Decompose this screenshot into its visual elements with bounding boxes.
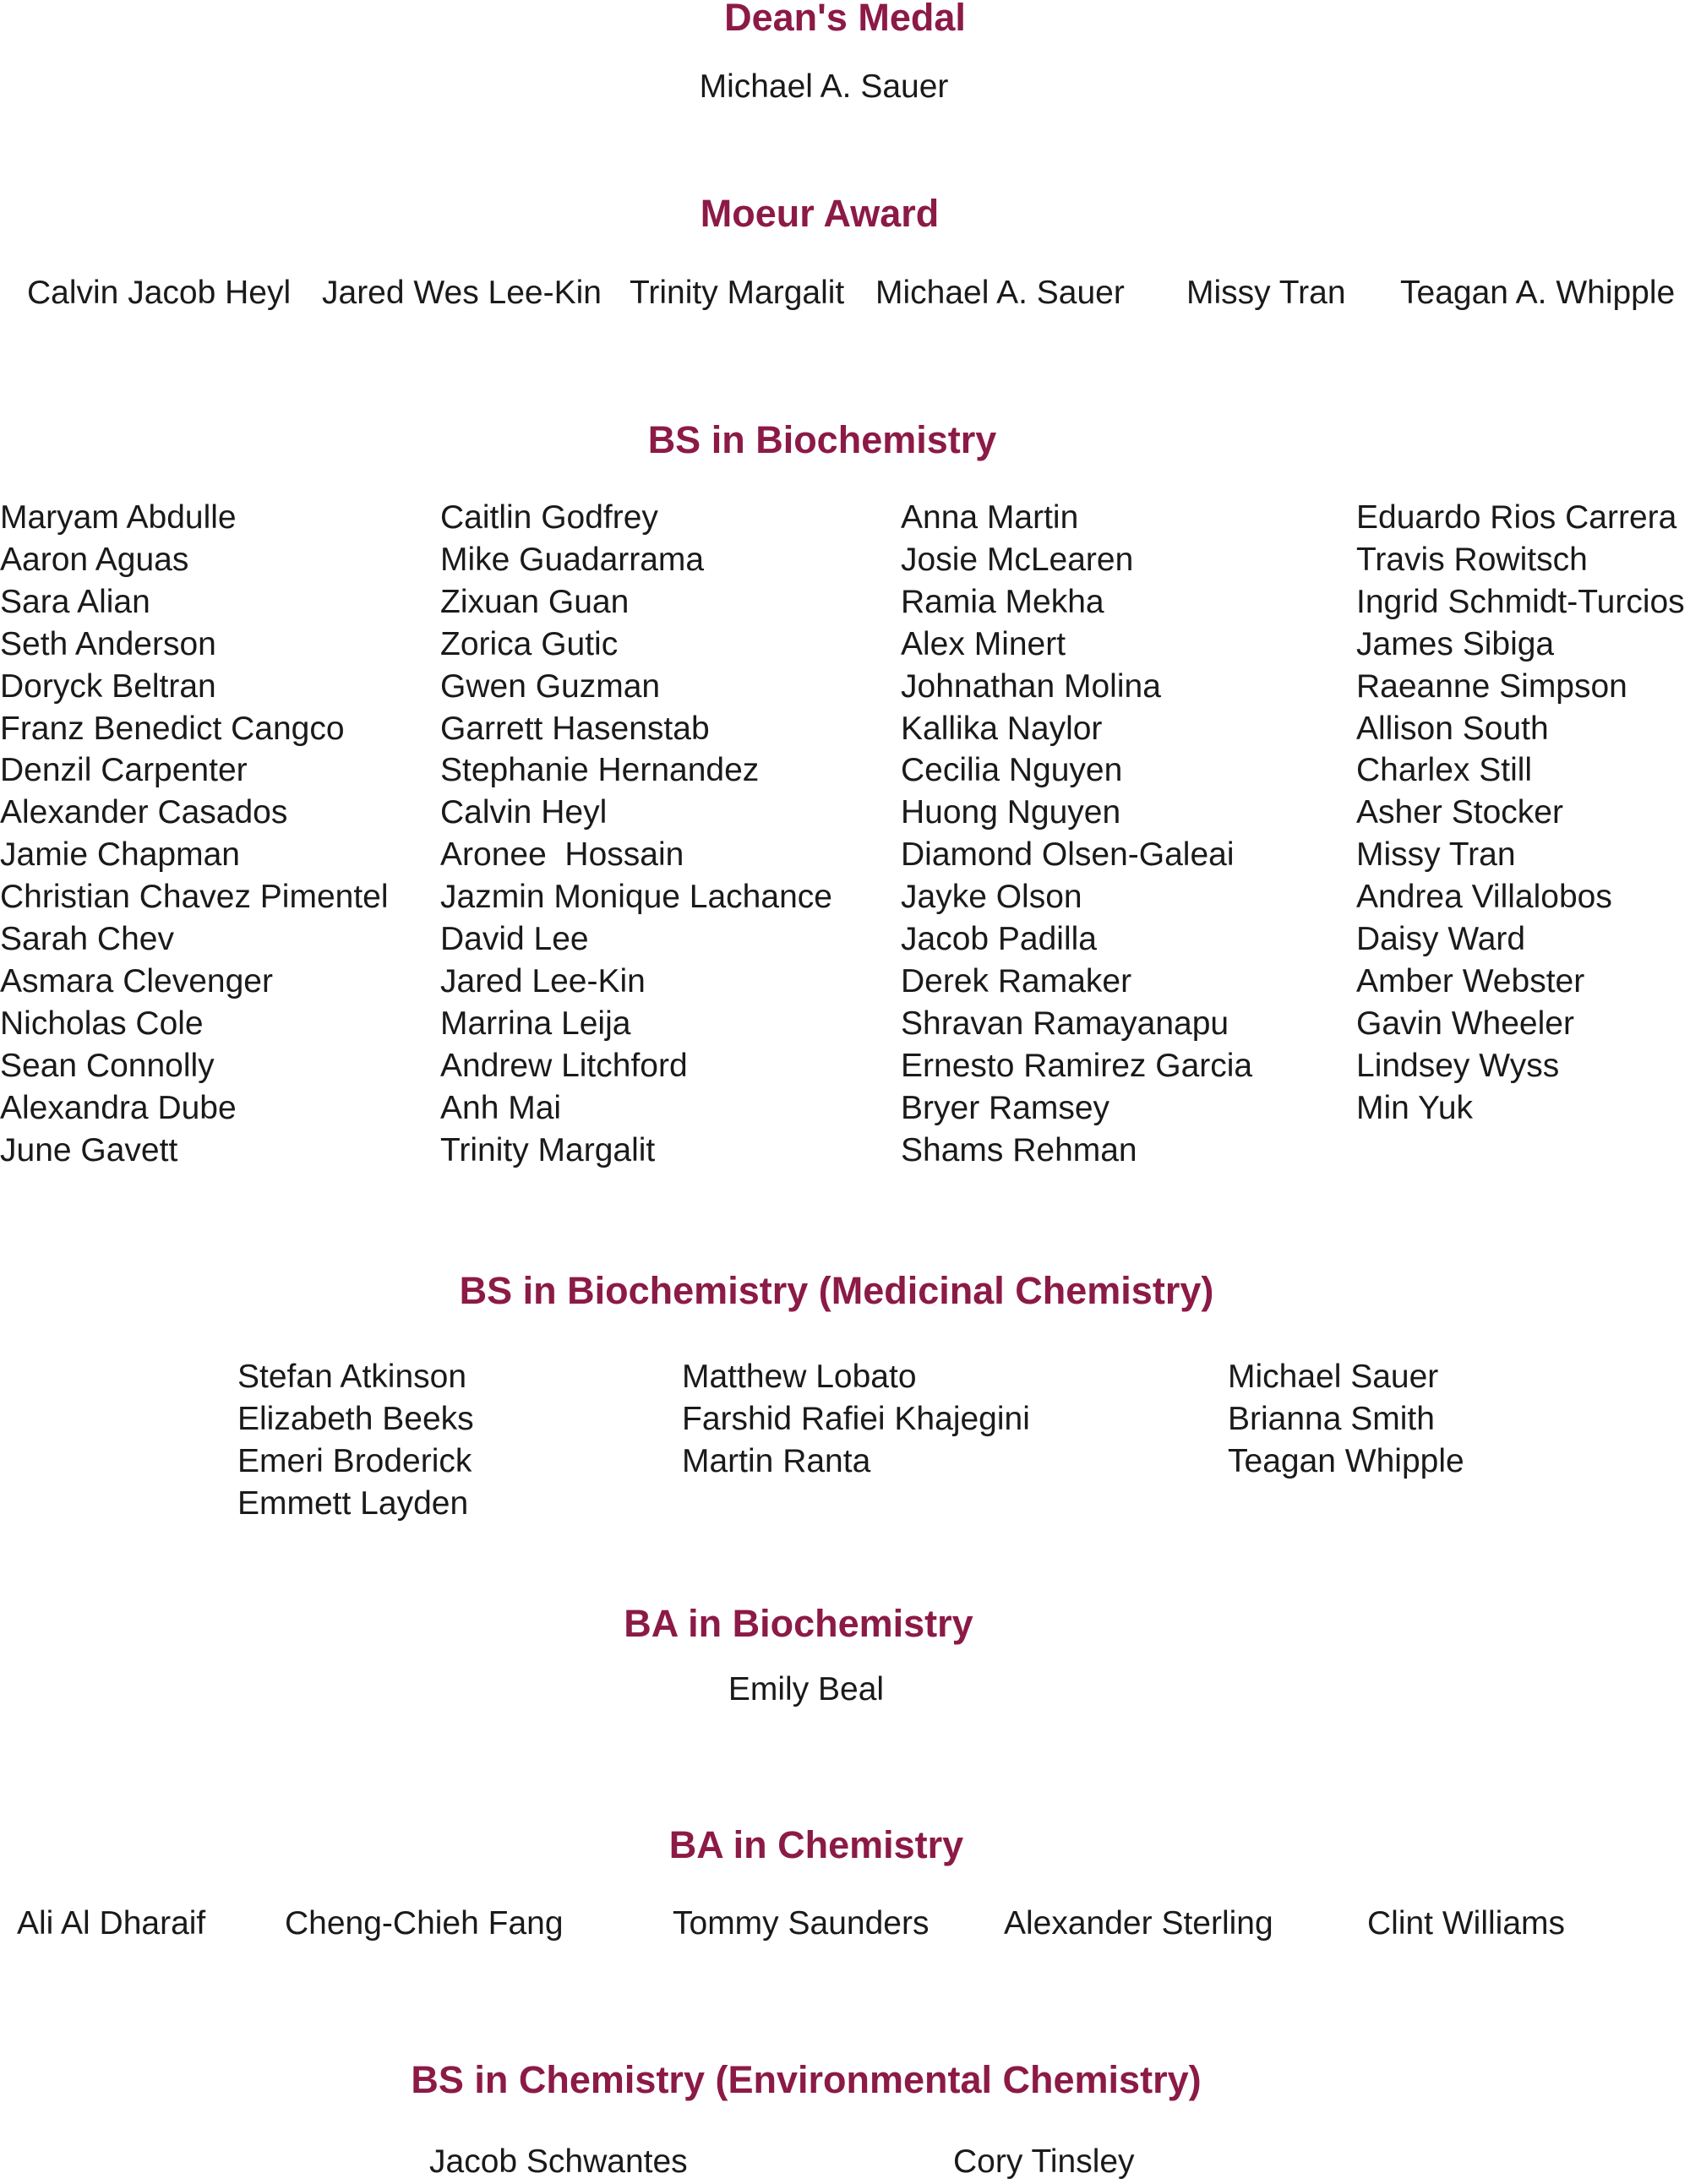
graduate-name: Diamond Olsen-Galeai (901, 836, 1235, 874)
graduate-name: Marrina Leija (440, 1005, 631, 1042)
bs-chem-environmental-heading: BS in Chemistry (Environmental Chemistry) (411, 2058, 1202, 2101)
graduate-name: Franz Benedict Cangco (0, 710, 345, 747)
ba-chemistry-graduate: Alexander Sterling (1004, 1905, 1273, 1942)
moeur-award-recipient: Trinity Margalit (630, 275, 845, 311)
graduate-name: Bryer Ramsey (901, 1089, 1110, 1126)
graduate-name: Kallika Naylor (901, 710, 1103, 747)
graduate-name: Brianna Smith (1228, 1400, 1435, 1437)
ba-chemistry-graduate: Cheng-Chieh Fang (285, 1905, 564, 1942)
ba-chemistry-heading: BA in Chemistry (668, 1823, 964, 1866)
graduate-name: Stephanie Hernandez (440, 752, 760, 789)
deans-medal-recipient: Michael A. Sauer (699, 68, 949, 105)
moeur-award-recipient: Missy Tran (1186, 275, 1346, 311)
graduate-name: Ingrid Schmidt-Turcios (1356, 583, 1685, 620)
bs-biochemistry-column-1 (0, 497, 389, 1172)
graduate-name: Andrea Villalobos (1356, 879, 1612, 916)
graduate-name: Eduardo Rios Carrera (1356, 499, 1677, 536)
bs-biochemistry-column-4 (1356, 497, 1685, 1130)
moeur-award-recipient: Teagan A. Whipple (1400, 275, 1676, 311)
graduate-name: Zorica Gutic (440, 625, 619, 662)
graduate-name: Lindsey Wyss (1356, 1047, 1560, 1084)
graduate-name: Gwen Guzman (440, 667, 661, 705)
bs-biochemistry-column-3 (901, 497, 1252, 1172)
graduate-name: Anh Mai (440, 1089, 562, 1126)
moeur-award-heading: Moeur Award (700, 192, 940, 235)
bs-biochem-medicinal-column-3 (1228, 1356, 1464, 1483)
graduate-name: Mike Guadarrama (440, 541, 705, 578)
bs-biochemistry-heading: BS in Biochemistry (647, 418, 997, 461)
graduate-name: Emmett Layden (237, 1484, 469, 1522)
bs-biochem-medicinal-heading: BS in Biochemistry (Medicinal Chemistry) (459, 1269, 1214, 1312)
graduate-name: Raeanne Simpson (1356, 667, 1627, 705)
graduate-name: Sarah Chev (0, 921, 174, 958)
graduate-name: Elizabeth Beeks (237, 1400, 474, 1437)
graduate-name: Missy Tran (1356, 836, 1516, 874)
moeur-award-recipient: Jared Wes Lee-Kin (322, 275, 602, 311)
graduate-name: Amber Webster (1356, 962, 1585, 999)
graduate-name: Alexandra Dube (0, 1089, 237, 1126)
graduate-name: Jazmin Monique Lachance (440, 879, 832, 916)
graduate-name: Michael Sauer (1228, 1359, 1439, 1395)
graduate-name: Stefan Atkinson (237, 1359, 467, 1395)
graduate-name: Andrew Litchford (440, 1047, 688, 1084)
graduate-name: Aronee Hossain (440, 836, 684, 874)
bs-biochem-medicinal-column-1 (237, 1356, 474, 1525)
graduate-name: Cecilia Nguyen (901, 752, 1123, 789)
graduate-name: Allison South (1356, 710, 1549, 747)
graduate-name: Shravan Ramayanapu (901, 1005, 1229, 1042)
graduate-name: Denzil Carpenter (0, 752, 248, 789)
ba-chemistry-graduate: Ali Al Dharaif (17, 1905, 206, 1942)
graduate-name: Matthew Lobato (682, 1359, 917, 1395)
graduate-name: Christian Chavez Pimentel (0, 879, 389, 916)
graduate-name: Nicholas Cole (0, 1005, 204, 1042)
graduate-name: Maryam Abdulle (0, 499, 237, 536)
graduate-name: Trinity Margalit (440, 1131, 656, 1168)
graduate-name: Josie McLearen (901, 541, 1134, 578)
deans-medal-heading: Dean's Medal (724, 0, 966, 39)
graduate-name: Teagan Whipple (1228, 1442, 1464, 1479)
graduate-name: Jayke Olson (901, 879, 1082, 916)
bs-biochem-medicinal-column-2 (682, 1356, 1030, 1483)
bs-chem-environmental-graduate: Cory Tinsley (953, 2143, 1135, 2180)
graduate-name: Asher Stocker (1356, 794, 1563, 831)
graduate-name: Zixuan Guan (440, 583, 630, 620)
graduate-name: Gavin Wheeler (1356, 1005, 1574, 1042)
moeur-award-recipient: Calvin Jacob Heyl (27, 275, 292, 311)
graduate-name: Ramia Mekha (901, 583, 1104, 620)
graduate-name: Asmara Clevenger (0, 962, 273, 999)
graduate-name: Shams Rehman (901, 1131, 1137, 1168)
ba-biochemistry-heading: BA in Biochemistry (624, 1602, 973, 1645)
graduate-name: Farshid Rafiei Khajegini (682, 1400, 1030, 1437)
graduate-name: Derek Ramaker (901, 962, 1132, 999)
graduate-name: Travis Rowitsch (1356, 541, 1588, 578)
bs-biochemistry-column-2 (440, 497, 832, 1172)
graduate-name: Martin Ranta (682, 1442, 871, 1479)
graduate-name: Min Yuk (1356, 1089, 1474, 1126)
graduate-name: Seth Anderson (0, 625, 216, 662)
graduate-name: Ernesto Ramirez Garcia (901, 1047, 1253, 1084)
moeur-award-recipient: Michael A. Sauer (875, 275, 1125, 311)
graduate-name: Jared Lee-Kin (440, 962, 646, 999)
graduate-name: James Sibiga (1356, 625, 1555, 662)
ba-biochemistry-graduate: Emily Beal (728, 1671, 885, 1707)
graduate-name: Emeri Broderick (237, 1442, 472, 1479)
graduate-name: Sara Alian (0, 583, 150, 620)
graduate-name: Johnathan Molina (901, 667, 1161, 705)
graduate-name: Aaron Aguas (0, 541, 189, 578)
graduate-name: Alex Minert (901, 625, 1066, 662)
graduate-name: Huong Nguyen (901, 794, 1121, 831)
graduate-name: Alexander Casados (0, 794, 288, 831)
graduate-name: Caitlin Godfrey (440, 499, 658, 536)
ba-chemistry-graduate: Clint Williams (1367, 1905, 1565, 1942)
ba-chemistry-graduate: Tommy Saunders (673, 1905, 930, 1942)
graduate-name: Anna Martin (901, 499, 1079, 536)
graduate-name: Jacob Padilla (901, 921, 1097, 958)
graduate-name: June Gavett (0, 1131, 178, 1168)
graduate-name: Calvin Heyl (440, 794, 608, 831)
graduate-name: Doryck Beltran (0, 667, 216, 705)
graduate-name: David Lee (440, 921, 589, 958)
graduate-name: Jamie Chapman (0, 836, 240, 874)
bs-chem-environmental-graduate: Jacob Schwantes (429, 2143, 688, 2180)
graduate-name: Garrett Hasenstab (440, 710, 710, 747)
graduate-name: Daisy Ward (1356, 921, 1526, 958)
graduate-name: Charlex Still (1356, 752, 1533, 789)
graduate-name: Sean Connolly (0, 1047, 215, 1084)
